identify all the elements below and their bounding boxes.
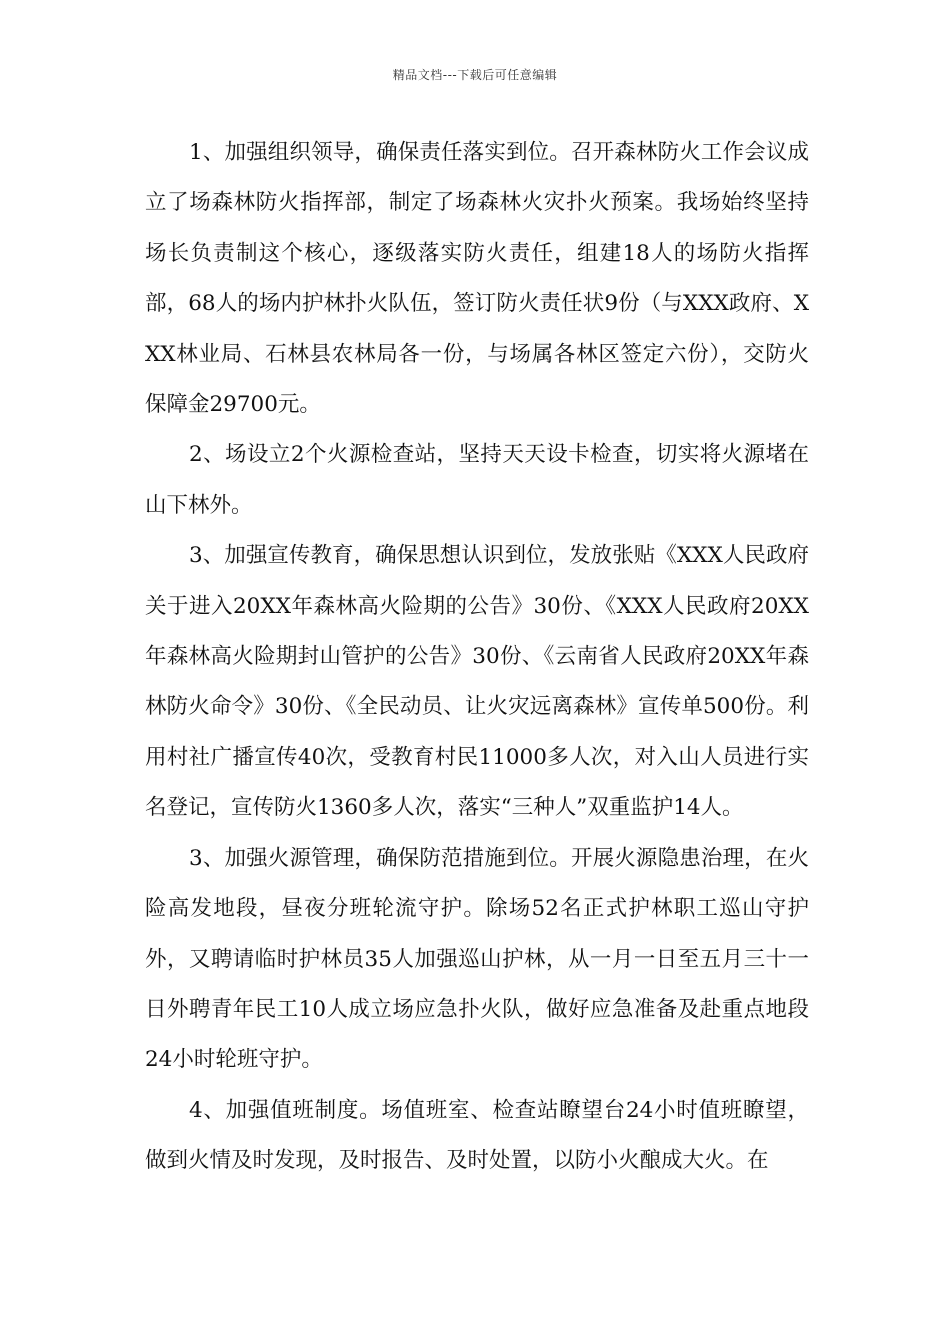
paragraph-5: 4、加强值班制度。场值班室、检查站瞭望台24小时值班瞭望，做到火情及时发现，及时报告、及时处置，以防小火酿成大火。在 (145, 1097, 809, 1174)
paragraph-4: 3、加强火源管理，确保防范措施到位。开展火源隐患治理，在火险高发地段，昼夜分班轮流守护。除场52名正式护林职工巡山守护外，又聘请临时护林员35人加强巡山护林，从一月一日至五月三十一日外聘青年民工10人成立场应急扑火队，做好应急准备及赴重点地段24小时轮班守护。 (145, 845, 809, 1073)
page-header: 精品文档---下载后可任意编辑 (392, 68, 558, 82)
paragraph-1: 1、加强组织领导，确保责任落实到位。召开森林防火工作会议成立了场森林防火指挥部，制定了场森林火灾扑火预案。我场始终坚持场长负责制这个核心，逐级落实防火责任，组建18人的场防火指挥部，68人的场内护林扑火队伍，签订防火责任状9份（与XXX政府、XXX林业局、石林县农林局各一份，与场属各林区签定六份），交防火保障金29700元。 (145, 140, 809, 418)
paragraph-3: 3、加强宣传教育，确保思想认识到位，发放张贴《XXX人民政府关于进入20XX年森林高火险期的公告》30份、《XXX人民政府20XX年森林高火险期封山管护的公告》30份、《云南省人民政府20XX年森林防火命令》30份、《全民动员、让火灾远离森林》宣传单500份。利用村社广播宣传40次，受教育村民11000多人次，对入山人员进行实名登记，宣传防火1360多人次，落实“三种人”双重监护14人。 (145, 543, 809, 821)
paragraph-2: 2、场设立2个火源检查站，坚持天天设卡检查，切实将火源堵在山下林外。 (145, 442, 809, 518)
document-body (145, 128, 809, 1187)
